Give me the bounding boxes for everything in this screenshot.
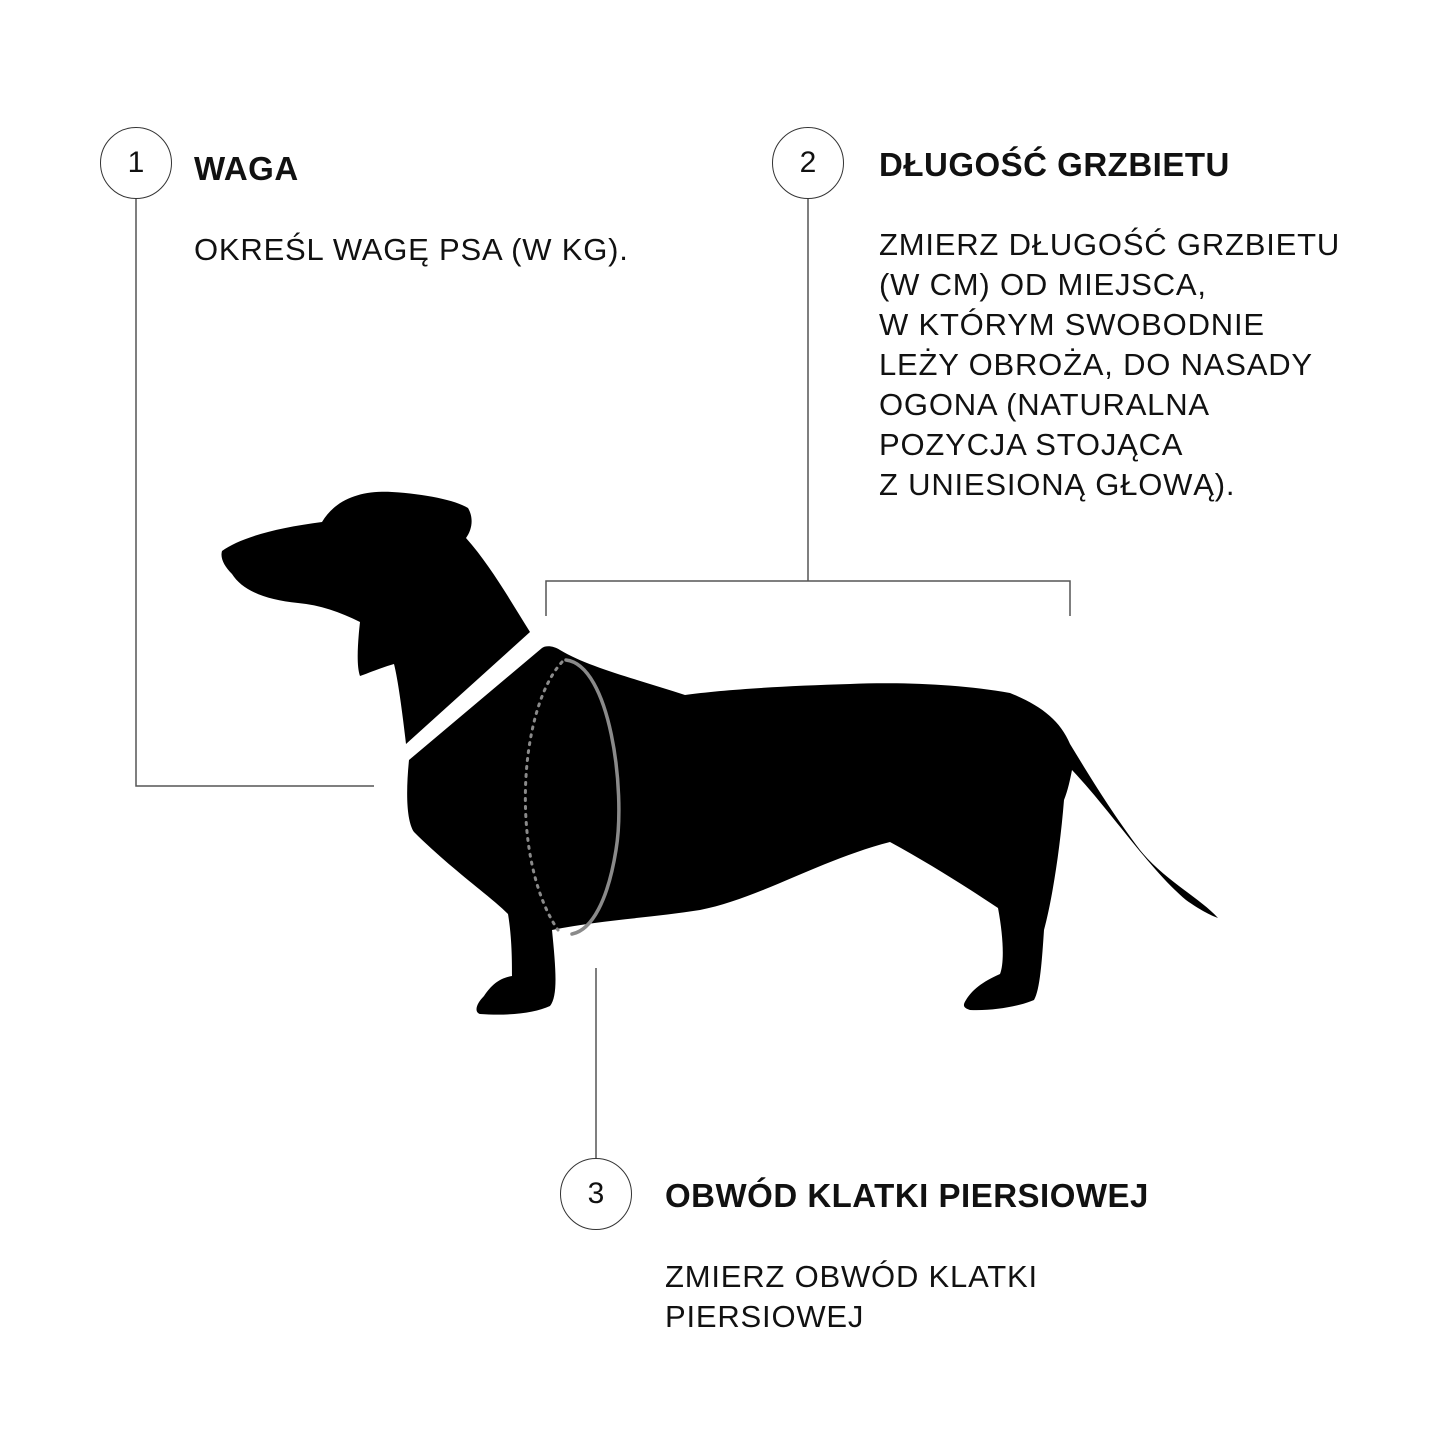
step-description-weight: OKREŚL WAGĘ PSA (W KG). bbox=[194, 232, 629, 267]
step-title-chest-circumference: OBWÓD KLATKI PIERSIOWEJ bbox=[665, 1177, 1149, 1214]
step-number-3: 3 bbox=[560, 1158, 632, 1230]
dog-body bbox=[407, 646, 1218, 1014]
step-description-back-length: ZMIERZ DŁUGOŚĆ GRZBIETU (W CM) OD MIEJSCA, W KTÓRYM SWOBODNIE LEŻY OBROŻA, DO NASADY OGONA (NATURALNA POZYCJA STOJĄCA Z UNIESIONĄ GŁOWĄ). bbox=[879, 227, 1341, 502]
back-length-bracket bbox=[546, 581, 1070, 616]
step-title-back-length: DŁUGOŚĆ GRZBIETU bbox=[879, 146, 1230, 183]
step-number-1: 1 bbox=[100, 127, 172, 199]
step-title-weight: WAGA bbox=[194, 150, 299, 187]
step-description-chest-circumference: ZMIERZ OBWÓD KLATKI PIERSIOWEJ bbox=[665, 1259, 1038, 1334]
leader-line-weight bbox=[136, 198, 374, 786]
dachshund-silhouette-icon bbox=[221, 492, 1218, 1015]
step-number-2: 2 bbox=[772, 127, 844, 199]
